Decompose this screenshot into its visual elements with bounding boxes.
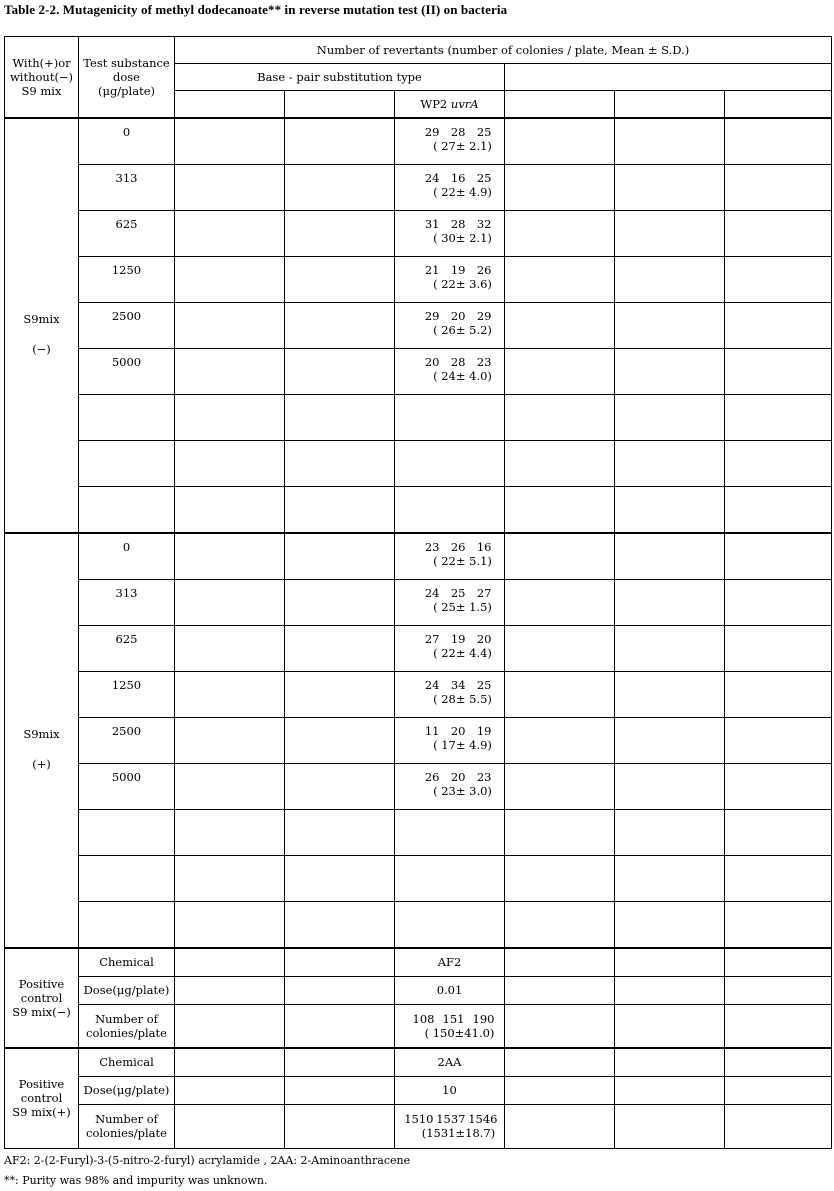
- table-row: Positive control S9 mix(−) Chemical AF2: [5, 948, 832, 976]
- positive-plus-chemical: 2AA: [395, 1048, 505, 1076]
- table-row: 2500 29 20 29 ( 26± 5.2): [5, 303, 832, 349]
- table-row: [5, 856, 832, 902]
- table-row: Number of colonies/plate 1510 1537 1546 (1531±18.7): [5, 1104, 832, 1148]
- table-row: S9mix (−) 0 29 28 25 ( 27± 2.1): [5, 118, 832, 165]
- table-row: Positive control S9 mix(+) Chemical 2AA: [5, 1048, 832, 1076]
- positive-control-plus-label: Positive control S9 mix(+): [5, 1048, 79, 1148]
- table-row: 2500 11 20 19 ( 17± 4.9): [5, 718, 832, 764]
- table-row: 625 27 19 20 ( 22± 4.4): [5, 626, 832, 672]
- table-row: [5, 487, 832, 534]
- table-row: [5, 902, 832, 949]
- table-row: S9mix (+) 0 23 26 16 ( 22± 5.1): [5, 533, 832, 580]
- table-row: [5, 395, 832, 441]
- header-strain: WP2 uvrA: [395, 91, 505, 119]
- table-row: 5000 20 28 23 ( 24± 4.0): [5, 349, 832, 395]
- table-title: Table 2-2. Mutagenicity of methyl dodecanoate** in reverse mutation test (II) on bacteria: [4, 2, 508, 17]
- header-base-pair: Base - pair substitution type: [175, 64, 505, 91]
- group-label-plus: S9mix (+): [5, 533, 79, 948]
- table-row: [5, 810, 832, 856]
- results-table: [4, 36, 832, 1149]
- group-label-minus: S9mix (−): [5, 118, 79, 533]
- header-s9-column: With(+)or without(−) S9 mix: [5, 37, 79, 119]
- table-row: 313 24 16 25 ( 22± 4.9): [5, 165, 832, 211]
- table-row: Number of colonies/plate 108 151 190 ( 150±41.0): [5, 1004, 832, 1048]
- header-dose-column: Test substance dose (μg/plate): [79, 37, 175, 119]
- footnote-purity: **: Purity was 98% and impurity was unknown.: [4, 1174, 268, 1187]
- table-row: 1250 24 34 25 ( 28± 5.5): [5, 672, 832, 718]
- table-row: 313 24 25 27 ( 25± 1.5): [5, 580, 832, 626]
- table-row: Dose(μg/plate) 0.01: [5, 976, 832, 1004]
- table-row: 5000 26 20 23 ( 23± 3.0): [5, 764, 832, 810]
- positive-minus-chemical: AF2: [395, 948, 505, 976]
- table-row: 625 31 28 32 ( 30± 2.1): [5, 211, 832, 257]
- header-frameshift-empty: [505, 64, 832, 91]
- footnote-abbreviations: AF2: 2-(2-Furyl)-3-(5-nitro-2-furyl) acrylamide , 2AA: 2-Aminoanthracene: [4, 1154, 411, 1167]
- table-row: [5, 441, 832, 487]
- header-revertants: Number of revertants (number of colonies / plate, Mean ± S.D.): [175, 37, 832, 64]
- positive-control-minus-label: Positive control S9 mix(−): [5, 948, 79, 1048]
- table-row: Dose(μg/plate) 10: [5, 1076, 832, 1104]
- table-row: 1250 21 19 26 ( 22± 3.6): [5, 257, 832, 303]
